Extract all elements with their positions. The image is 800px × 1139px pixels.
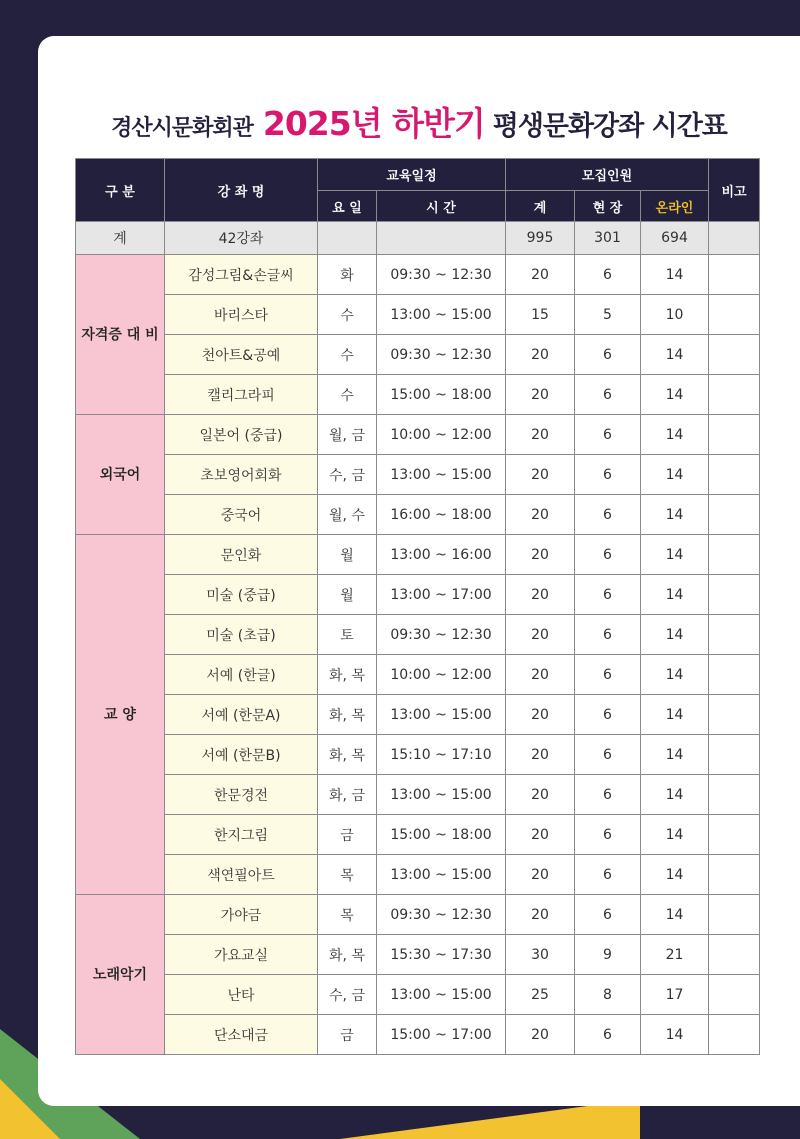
course-day: 월, 수 xyxy=(318,495,377,535)
course-time: 13:00 ~ 16:00 xyxy=(377,535,506,575)
course-total: 20 xyxy=(506,455,575,495)
course-name: 한지그림 xyxy=(165,815,318,855)
table-row xyxy=(76,855,760,895)
course-online: 17 xyxy=(641,975,709,1015)
totals-time-empty xyxy=(377,222,506,255)
course-online: 14 xyxy=(641,575,709,615)
course-time: 15:10 ~ 17:10 xyxy=(377,735,506,775)
course-note xyxy=(709,455,760,495)
course-online: 14 xyxy=(641,775,709,815)
course-onsite: 6 xyxy=(575,535,641,575)
course-time: 13:00 ~ 15:00 xyxy=(377,295,506,335)
table-row xyxy=(76,735,760,775)
totals-label: 계 xyxy=(76,222,165,255)
course-total: 30 xyxy=(506,935,575,975)
header-recruit: 모집인원 xyxy=(506,159,709,191)
course-note xyxy=(709,695,760,735)
course-total: 20 xyxy=(506,495,575,535)
title-venue: 경산시문화회관 xyxy=(111,116,253,141)
course-total: 20 xyxy=(506,615,575,655)
table-row xyxy=(76,295,760,335)
course-online: 14 xyxy=(641,695,709,735)
course-time: 09:30 ~ 12:30 xyxy=(377,895,506,935)
course-note xyxy=(709,415,760,455)
course-onsite: 6 xyxy=(575,615,641,655)
course-time: 13:00 ~ 15:00 xyxy=(377,855,506,895)
course-day: 목 xyxy=(318,895,377,935)
course-total: 20 xyxy=(506,535,575,575)
course-onsite: 6 xyxy=(575,335,641,375)
table-row xyxy=(76,1015,760,1055)
table-row xyxy=(76,695,760,735)
course-time: 13:00 ~ 15:00 xyxy=(377,975,506,1015)
course-name: 서예 (한문B) xyxy=(165,735,318,775)
course-note xyxy=(709,855,760,895)
course-online: 14 xyxy=(641,855,709,895)
table-row xyxy=(76,535,760,575)
course-day: 화, 목 xyxy=(318,735,377,775)
course-time: 13:00 ~ 15:00 xyxy=(377,775,506,815)
course-name: 가요교실 xyxy=(165,935,318,975)
course-onsite: 6 xyxy=(575,495,641,535)
course-day: 수, 금 xyxy=(318,975,377,1015)
table-row xyxy=(76,415,760,455)
totals-row xyxy=(76,222,760,255)
course-note xyxy=(709,575,760,615)
course-day: 금 xyxy=(318,1015,377,1055)
course-time: 15:30 ~ 17:30 xyxy=(377,935,506,975)
totals-day-empty xyxy=(318,222,377,255)
course-note xyxy=(709,495,760,535)
course-online: 14 xyxy=(641,735,709,775)
course-online: 10 xyxy=(641,295,709,335)
page-title xyxy=(38,98,800,145)
course-name: 천아트&공예 xyxy=(165,335,318,375)
category-cell: 외국어 xyxy=(76,415,165,535)
course-day: 화 xyxy=(318,255,377,295)
header-course: 강 좌 명 xyxy=(165,159,318,222)
course-time: 15:00 ~ 17:00 xyxy=(377,1015,506,1055)
table-row xyxy=(76,655,760,695)
course-note xyxy=(709,655,760,695)
course-name: 문인화 xyxy=(165,535,318,575)
totals-courses: 42강좌 xyxy=(165,222,318,255)
title-period: 2025년 하반기 xyxy=(262,104,485,143)
course-onsite: 9 xyxy=(575,935,641,975)
course-note xyxy=(709,895,760,935)
timetable-card xyxy=(38,36,800,1106)
course-day: 화, 목 xyxy=(318,655,377,695)
course-time: 13:00 ~ 15:00 xyxy=(377,695,506,735)
course-day: 수, 금 xyxy=(318,455,377,495)
course-onsite: 6 xyxy=(575,895,641,935)
course-note xyxy=(709,775,760,815)
category-cell: 노래악기 xyxy=(76,895,165,1055)
course-name: 일본어 (중급) xyxy=(165,415,318,455)
category-cell: 교 양 xyxy=(76,535,165,895)
course-time: 13:00 ~ 17:00 xyxy=(377,575,506,615)
course-time: 13:00 ~ 15:00 xyxy=(377,455,506,495)
course-name: 색연필아트 xyxy=(165,855,318,895)
title-name: 평생문화강좌 시간표 xyxy=(492,111,727,142)
table-row xyxy=(76,775,760,815)
course-total: 20 xyxy=(506,855,575,895)
course-note xyxy=(709,335,760,375)
course-name: 감성그림&손글씨 xyxy=(165,255,318,295)
course-name: 초보영어회화 xyxy=(165,455,318,495)
course-onsite: 6 xyxy=(575,415,641,455)
header-onsite: 현 장 xyxy=(575,191,641,222)
course-note xyxy=(709,1015,760,1055)
table-row xyxy=(76,935,760,975)
course-day: 월 xyxy=(318,535,377,575)
course-total: 20 xyxy=(506,1015,575,1055)
course-online: 14 xyxy=(641,375,709,415)
course-name: 캘리그라피 xyxy=(165,375,318,415)
course-total: 20 xyxy=(506,775,575,815)
course-onsite: 6 xyxy=(575,375,641,415)
table-row xyxy=(76,975,760,1015)
header-time: 시 간 xyxy=(377,191,506,222)
course-onsite: 6 xyxy=(575,655,641,695)
course-total: 20 xyxy=(506,655,575,695)
table-row xyxy=(76,255,760,295)
course-total: 15 xyxy=(506,295,575,335)
course-name: 서예 (한글) xyxy=(165,655,318,695)
course-onsite: 6 xyxy=(575,255,641,295)
header-note: 비고 xyxy=(709,159,760,222)
course-onsite: 6 xyxy=(575,455,641,495)
course-online: 14 xyxy=(641,815,709,855)
course-day: 수 xyxy=(318,335,377,375)
table-row xyxy=(76,375,760,415)
course-name: 중국어 xyxy=(165,495,318,535)
course-name: 단소대금 xyxy=(165,1015,318,1055)
category-cell: 자격증 대 비 xyxy=(76,255,165,415)
totals-total: 995 xyxy=(506,222,575,255)
course-onsite: 6 xyxy=(575,815,641,855)
course-name: 바리스타 xyxy=(165,295,318,335)
course-time: 15:00 ~ 18:00 xyxy=(377,815,506,855)
course-total: 20 xyxy=(506,895,575,935)
course-note xyxy=(709,535,760,575)
course-name: 가야금 xyxy=(165,895,318,935)
course-total: 20 xyxy=(506,735,575,775)
course-onsite: 6 xyxy=(575,775,641,815)
table-row xyxy=(76,575,760,615)
course-day: 수 xyxy=(318,375,377,415)
course-time: 15:00 ~ 18:00 xyxy=(377,375,506,415)
course-online: 14 xyxy=(641,895,709,935)
course-time: 10:00 ~ 12:00 xyxy=(377,655,506,695)
course-online: 14 xyxy=(641,255,709,295)
header-schedule: 교육일정 xyxy=(318,159,506,191)
course-onsite: 8 xyxy=(575,975,641,1015)
course-total: 20 xyxy=(506,335,575,375)
course-day: 금 xyxy=(318,815,377,855)
table-row xyxy=(76,455,760,495)
header-day: 요 일 xyxy=(318,191,377,222)
header-online: 온라인 xyxy=(641,191,709,222)
course-day: 토 xyxy=(318,615,377,655)
course-total: 20 xyxy=(506,375,575,415)
course-name: 미술 (초급) xyxy=(165,615,318,655)
course-onsite: 6 xyxy=(575,735,641,775)
course-total: 20 xyxy=(506,815,575,855)
course-time: 09:30 ~ 12:30 xyxy=(377,335,506,375)
course-note xyxy=(709,935,760,975)
timetable xyxy=(75,158,760,1055)
course-online: 14 xyxy=(641,615,709,655)
course-note xyxy=(709,815,760,855)
course-day: 화, 금 xyxy=(318,775,377,815)
table-row xyxy=(76,615,760,655)
course-time: 09:30 ~ 12:30 xyxy=(377,615,506,655)
course-time: 16:00 ~ 18:00 xyxy=(377,495,506,535)
course-online: 14 xyxy=(641,655,709,695)
table-row xyxy=(76,815,760,855)
course-day: 월 xyxy=(318,575,377,615)
table-row xyxy=(76,335,760,375)
course-onsite: 5 xyxy=(575,295,641,335)
course-day: 화, 목 xyxy=(318,935,377,975)
course-online: 14 xyxy=(641,455,709,495)
course-name: 한문경전 xyxy=(165,775,318,815)
course-note xyxy=(709,375,760,415)
course-day: 목 xyxy=(318,855,377,895)
course-time: 10:00 ~ 12:00 xyxy=(377,415,506,455)
course-onsite: 6 xyxy=(575,575,641,615)
course-note xyxy=(709,735,760,775)
course-day: 수 xyxy=(318,295,377,335)
header-total: 계 xyxy=(506,191,575,222)
course-note xyxy=(709,295,760,335)
course-time: 09:30 ~ 12:30 xyxy=(377,255,506,295)
header-category: 구 분 xyxy=(76,159,165,222)
course-name: 서예 (한문A) xyxy=(165,695,318,735)
course-online: 14 xyxy=(641,1015,709,1055)
course-online: 21 xyxy=(641,935,709,975)
course-total: 20 xyxy=(506,575,575,615)
course-onsite: 6 xyxy=(575,1015,641,1055)
course-total: 25 xyxy=(506,975,575,1015)
course-online: 14 xyxy=(641,535,709,575)
course-total: 20 xyxy=(506,695,575,735)
table-row xyxy=(76,895,760,935)
course-note xyxy=(709,975,760,1015)
course-online: 14 xyxy=(641,495,709,535)
totals-note-empty xyxy=(709,222,760,255)
course-onsite: 6 xyxy=(575,695,641,735)
course-online: 14 xyxy=(641,415,709,455)
course-note xyxy=(709,615,760,655)
course-note xyxy=(709,255,760,295)
course-day: 월, 금 xyxy=(318,415,377,455)
course-name: 미술 (중급) xyxy=(165,575,318,615)
course-name: 난타 xyxy=(165,975,318,1015)
course-total: 20 xyxy=(506,255,575,295)
course-online: 14 xyxy=(641,335,709,375)
course-day: 화, 목 xyxy=(318,695,377,735)
table-row xyxy=(76,495,760,535)
totals-online: 694 xyxy=(641,222,709,255)
totals-onsite: 301 xyxy=(575,222,641,255)
course-total: 20 xyxy=(506,415,575,455)
course-onsite: 6 xyxy=(575,855,641,895)
